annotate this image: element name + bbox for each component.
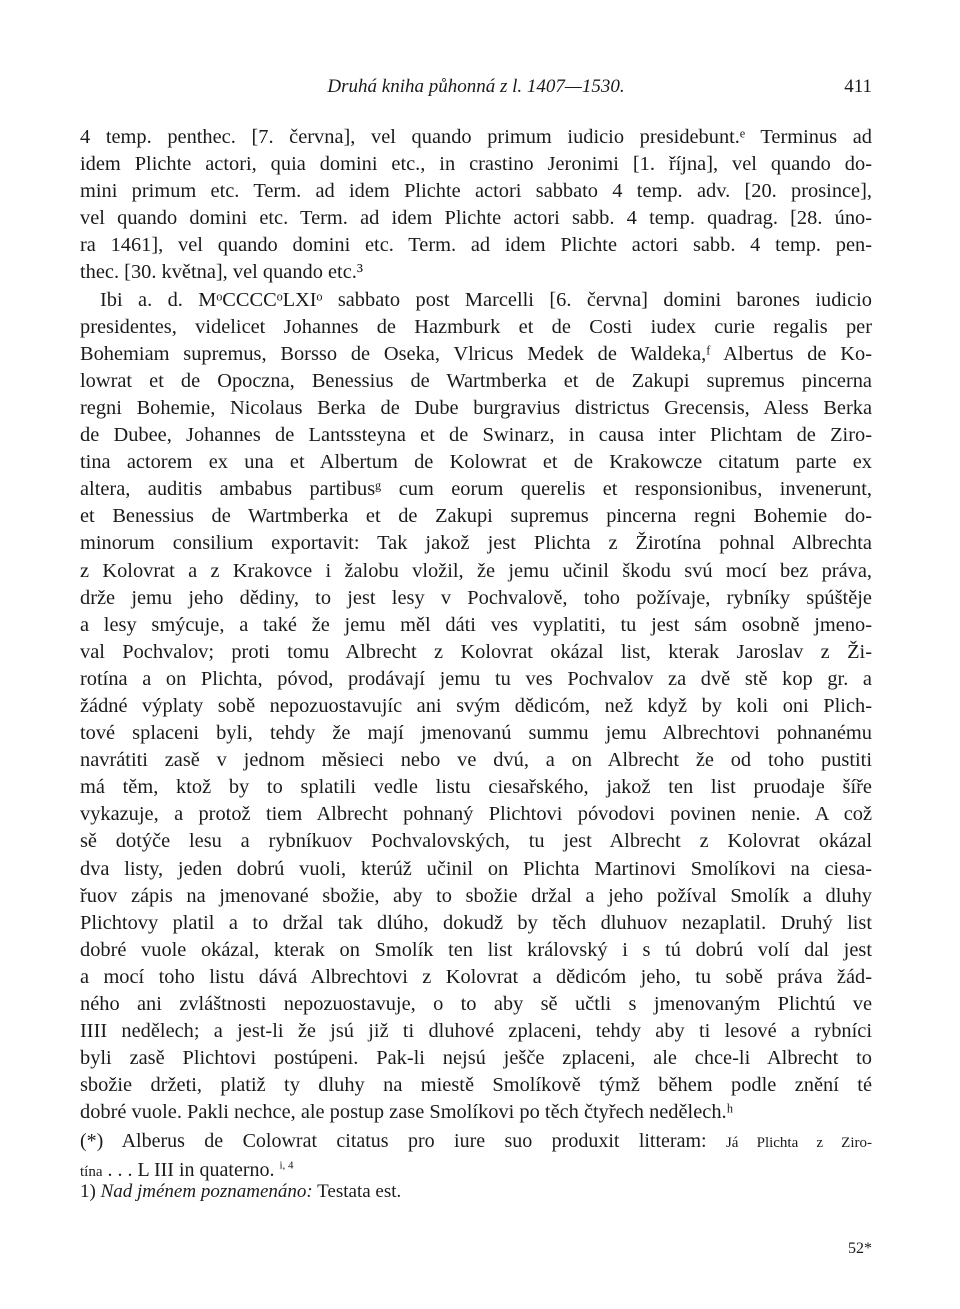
entry-start-line: ra 1461], vel quando domini etc. Term. ad idem Plichte actori sabb. 4 temp. pen- [80, 234, 872, 257]
main-entry-line: et Benessius de Wartmberka et de Zakupi supremus pincerna regni Bohemie do- [80, 505, 872, 528]
main-entry-line: IIII nedělech; a jest-li že jsú již ti dluhové zplaceni, tehdy aby ti lesové a rybníci [80, 1020, 872, 1043]
main-entry-line: minorum consilium exportavit: Tak jakož jest Plichta z Žirotína pohnal Albrechta [80, 532, 872, 555]
footnote-label: Nad jménem poznamenáno: [100, 1181, 313, 1202]
note-small-end: tína [80, 1164, 103, 1180]
page-number: 411 [844, 76, 872, 97]
main-entry-line: navrátiti zasě v jednom měsieci nebo ve dvú, a on Albrecht že od toho pustiti [80, 749, 872, 772]
main-entry-line: a lesy smýcuje, a také že jemu měl dáti ves vyplatiti, tu jest sám osobně jmeno- [80, 613, 872, 636]
footnote-marker: 1) [80, 1181, 96, 1202]
editor-note [80, 1128, 872, 1186]
footnote-text: Testata est. [317, 1181, 402, 1202]
main-entry-line: dobré vuole okázal, kterak on Smolík ten list královský i s tú dobrú volí dal jest [80, 938, 872, 961]
main-entry-line: vykazuje, a protož tiem Albrecht pohnaný Plichtovi póvodovi povinen nenie. A což [80, 803, 872, 826]
entry-continuation [80, 124, 872, 287]
main-entry-line: dva listy, jeden dobrú vuoli, kterúž učinil on Plichta Martinovi Smolíkovi na ciesa- [80, 857, 872, 880]
main-entry-line: řuov zápis na jmenované sbožie, aby to sbožie držal a jeho požíval Smolík a dluhy [80, 884, 872, 907]
main-entry-line: presidentes, videlicet Johannes de Hazmburk et de Costi iudex curie regalis per [80, 315, 872, 338]
main-entry-line: ného ani zvláštnosti nepozuostavuje, o to aby sě učtli s jmenovaným Plichtú ve [80, 993, 872, 1015]
entry-start-line: vel quando domini etc. Term. ad idem Plichte actori sabb. 4 temp. quadrag. [28. úno- [80, 207, 872, 230]
main-entry-line: de Dubee, Johannes de Lantssteyna et de Swinarz, in causa inter Plichtam de Ziro- [80, 424, 872, 447]
running-head: Druhá kniha půhonná z l. 1407—1530. [327, 76, 625, 97]
entry-start-line: mini primum etc. Term. ad idem Plichte actori sabbato 4 temp. adv. [20. prosince], [80, 180, 872, 203]
main-entry-line: rotína a on Plichta, póvod, prodávají jemu tu ves Pochvalov za dvě stě kop gr. a [80, 667, 872, 690]
main-entry-line: val Pochvalov; proti tomu Albrecht z Kolovrat okázal list, kterak Jaroslav z Ži- [80, 640, 872, 663]
footnote [80, 1181, 872, 1203]
main-entry-line: Plichtovy platil a to držal tak dlúho, dokudž by těch dluhuov nezaplatil. Druhý list [80, 911, 872, 934]
main-entry-line: byli zasě Plichtovi postúpeni. Pak-li nejsú ješče zplaceni, ale chce-li Albrecht to [80, 1047, 872, 1070]
entry-start-line: 4 temp. penthec. [7. června], vel quando primum iudicio presidebunt.ᵉ Terminus ad [80, 126, 872, 148]
printer-signature: 52* [848, 1240, 872, 1257]
main-entry-line: dobré vuole. Pakli nechce, ale postup zase Smolíkovi po těch čtyřech nedělech.ʰ [80, 1101, 734, 1124]
main-entry-line: regni Bohemie, Nicolaus Berka de Dube burgravius districtus Grecensis, Aless Berka [80, 396, 872, 419]
main-entry-line: sě dotýče lesu a rybníkuov Pochvalovských, tu jest Albrecht z Kolovrat okázal [80, 830, 872, 853]
main-entry-line: žádné výplaty sobě nepozuostavujíc ani svým dědicóm, než když by koli oni Plich- [80, 694, 872, 717]
main-entry-line: Ibi a. d. MᵒCCCCᵒLXIᵒ sabbato post Marcelli [6. června] domini barones iudicio [100, 288, 872, 311]
body-text [80, 124, 872, 1126]
note-small-text: Já Plichta z Ziro- [725, 1135, 873, 1151]
main-entry-line: sbožie držeti, platiž ty dluhy na miestě Smolíkově týmž během podle znění té [80, 1074, 872, 1097]
main-entry-line: má těm, ktož by to splatili vedle listu ciesařského, jakož ten list pruodaje šíře [80, 776, 872, 799]
main-entry-line: z Kolovrat a z Krakovce i žalobu vložil, že jemu učinil škodu svú mocí bez práva, [80, 559, 872, 582]
main-entry-line: lowrat et de Opoczna, Benessius de Wartmberka et de Zakupi supremus pincerna [80, 369, 872, 392]
note-main-text: (*) Alberus de Colowrat citatus pro iure suo produxit litteram: [80, 1130, 707, 1152]
main-entry-line: Bohemiam supremus, Borsso de Oseka, Vlricus Medek de Waldeka,ᶠ Albertus de Ko- [80, 342, 872, 365]
entry-start-line: thec. [30. května], vel quando etc.³ [80, 261, 363, 284]
main-entry-line: drže jemu jeho dědiny, to jest lesy v Pochvalově, toho požívaje, rybníky spúštěje [80, 586, 872, 609]
main-entry-line: tina actorem ex una et Albertum de Kolowrat et de Krakowcze citatum parte ex [80, 451, 872, 474]
note-superscript: i, 4 [279, 1159, 294, 1172]
main-entry-line: altera, auditis ambabus partibusᵍ cum eorum querelis et responsionibus, invenerunt, [80, 478, 872, 501]
page-header [80, 76, 872, 102]
entry-start-line: idem Plichte actori, quia domini etc., in crastino Jeronimi [1. října], vel quando do- [80, 153, 872, 176]
note-reference: . . . L III in quaterno. [107, 1159, 275, 1181]
note-line-1 [80, 1128, 872, 1157]
main-entry-line: a mocí toho listu dává Albrechtovi z Kolovrat a dědicóm jeho, tu sobě práva žád- [80, 965, 872, 988]
court-record-entry [80, 287, 872, 1127]
main-entry-line: tové splaceni byli, tehdy že mají jmenovanú summu jemu Albrechtovi pohnanému [80, 722, 872, 745]
